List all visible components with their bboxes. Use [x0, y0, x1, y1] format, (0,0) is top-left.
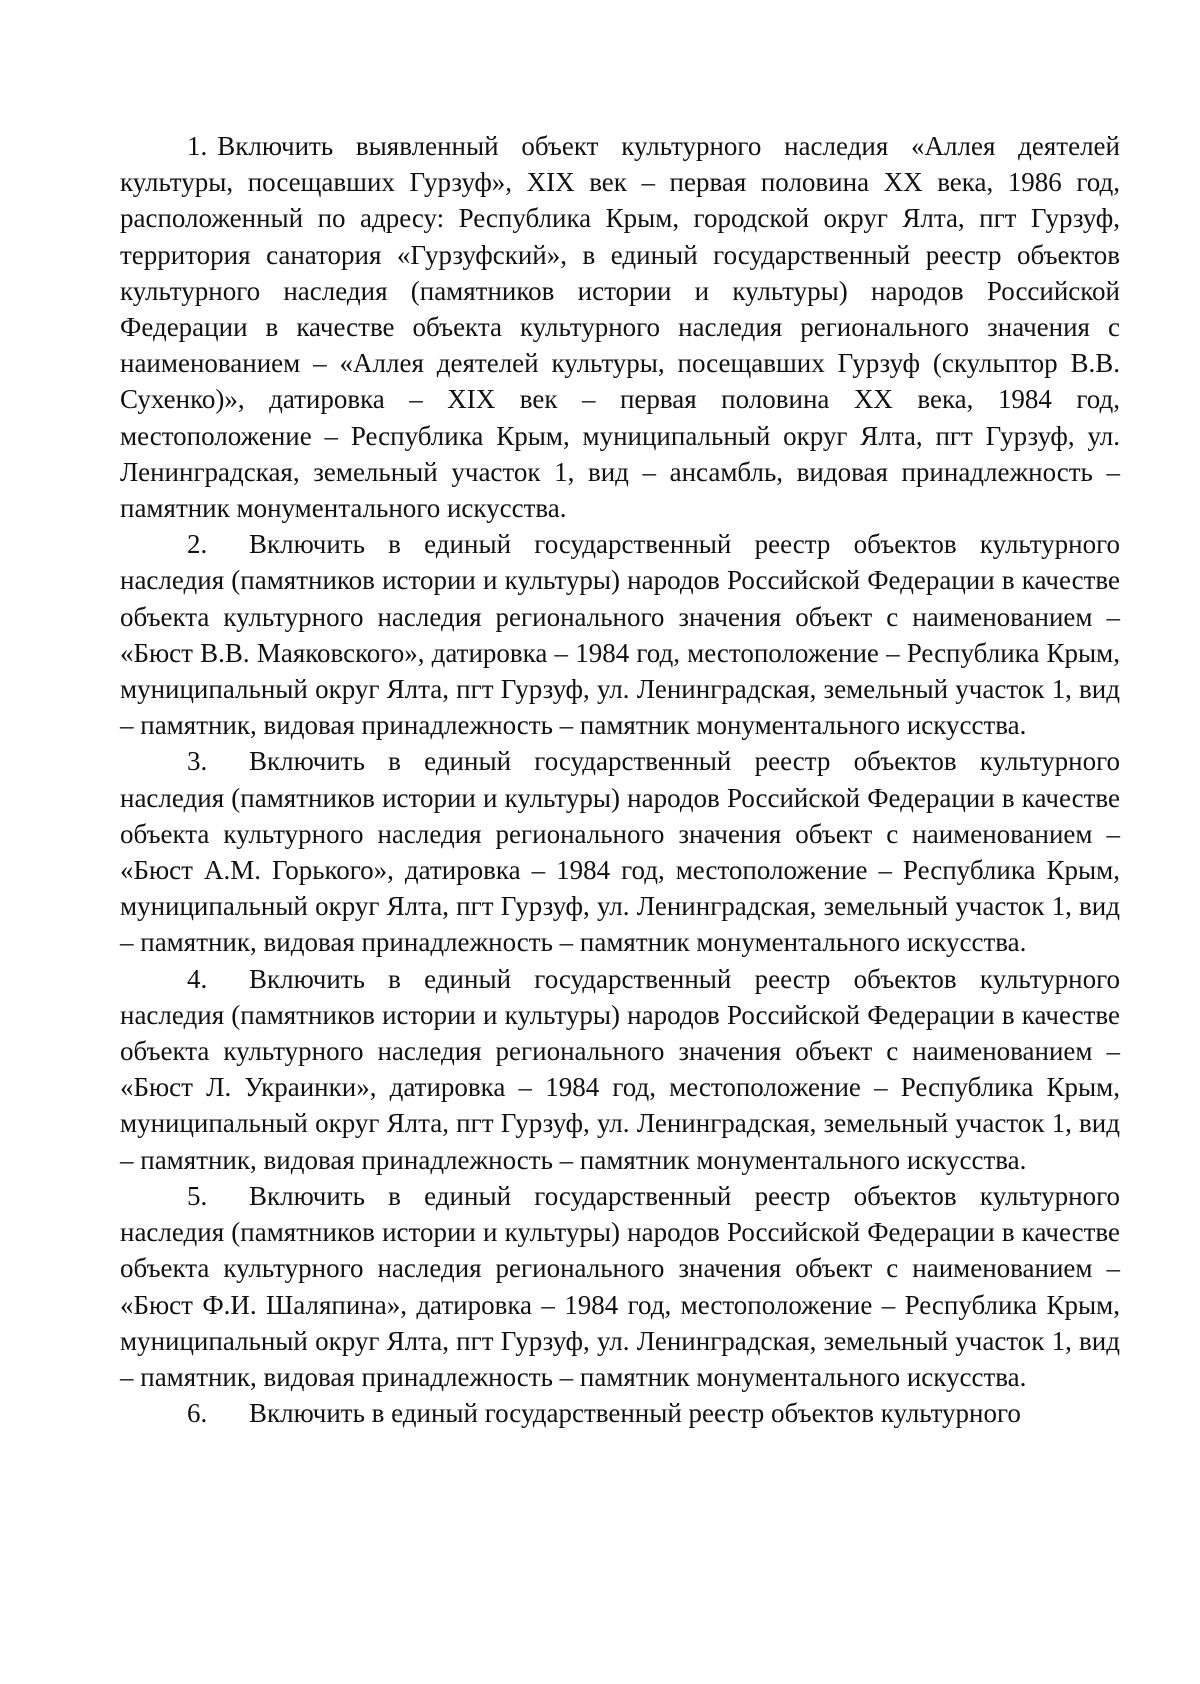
item-number: 4. [187, 963, 208, 994]
item-number: 3. [187, 746, 208, 777]
list-item-2 [120, 526, 1120, 743]
item-text: Включить в единый государственный реестр объектов культурного наследия (памятников истории и культуры) народов Российской Федерации в качестве объекта культурного наследия регионального значения объект с наименованием – «Бюст А.М. Горького», датировка – 1984 год, местоположение – Республика Крым, муниципальный округ Ялта, пгт Гурзуф, ул. Ленинградская, земельный участок 1, вид – памятник, видовая принадлежность – памятник монументального искусства. [120, 746, 1120, 958]
document-body [120, 128, 1120, 1431]
item-number: 6. [187, 1398, 208, 1429]
list-item-6 [120, 1395, 1120, 1431]
item-text: Включить в единый государственный реестр объектов культурного наследия (памятников истории и культуры) народов Российской Федерации в качестве объекта культурного наследия регионального значения объект с наименованием – «Бюст Ф.И. Шаляпина», датировка – 1984 год, местоположение – Республика Крым, муниципальный округ Ялта, пгт Гурзуф, ул. Ленинградская, земельный участок 1, вид – памятник, видовая принадлежность – памятник монументального искусства. [120, 1180, 1120, 1392]
item-number: 2. [187, 529, 208, 560]
item-number: 5. [187, 1180, 208, 1211]
item-text: Включить в единый государственный реестр объектов культурного наследия (памятников истории и культуры) народов Российской Федерации в качестве объекта культурного наследия регионального значения объект с наименованием – «Бюст Л. Украинки», датировка – 1984 год, местоположение – Республика Крым, муниципальный округ Ялта, пгт Гурзуф, ул. Ленинградская, земельный участок 1, вид – памятник, видовая принадлежность – памятник монументального искусства. [120, 963, 1120, 1175]
list-item-4 [120, 961, 1120, 1178]
list-item-5 [120, 1178, 1120, 1395]
item-text: Включить в единый государственный реестр объектов культурного [249, 1398, 1021, 1429]
list-item-1 [120, 128, 1120, 526]
item-number: 1. [187, 131, 208, 161]
item-text: Включить в единый государственный реестр объектов культурного наследия (памятников истории и культуры) народов Российской Федерации в качестве объекта культурного наследия регионального значения объект с наименованием – «Бюст В.В. Маяковского», датировка – 1984 год, местоположение – Республика Крым, муниципальный округ Ялта, пгт Гурзуф, ул. Ленинградская, земельный участок 1, вид – памятник, видовая принадлежность – памятник монументального искусства. [120, 529, 1120, 741]
list-item-3 [120, 743, 1120, 960]
item-text: Включить выявленный объект культурного наследия «Аллея деятелей культуры, посещавших Гурзуф», XIX век – первая половина XX века, 1986 год, расположенный по адресу: Республика Крым, городской округ Ялта, пгт Гурзуф, территория санатория «Гурзуфский», в единый государственный реестр объектов культурного наследия (памятников истории и культуры) народов Российской Федерации в качестве объекта культурного наследия регионального значения с наименованием – «Аллея деятелей культуры, посещавших Гурзуф (скульптор В.В. Сухенко)», датировка – XIX век – первая половина XX века, 1984 год, местоположение – Республика Крым, муниципальный округ Ялта, пгт Гурзуф, ул. Ленинградская, земельный участок 1, вид – ансамбль, видовая принадлежность – памятник монументального искусства. [120, 131, 1120, 524]
